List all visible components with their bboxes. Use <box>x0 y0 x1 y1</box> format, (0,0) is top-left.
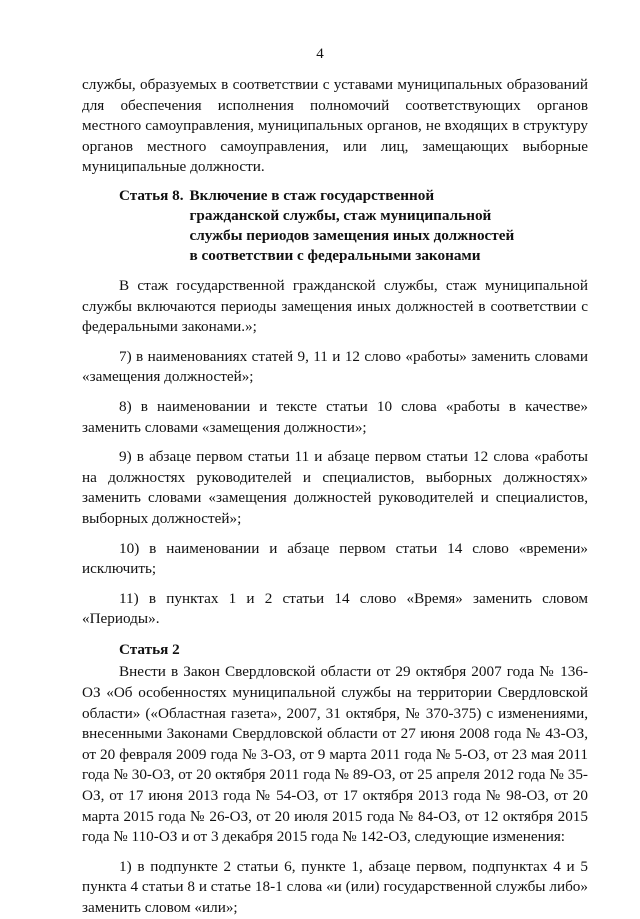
article-8-title-line: в соответствии с федеральными законами <box>189 246 481 264</box>
article-8-title-line: Включение в стаж государственной <box>189 186 435 204</box>
article-8-title-line: службы периодов замещения иных должностей <box>189 226 515 244</box>
amendment-item-9: 9) в абзаце первом статьи 11 и абзаце первом статьи 12 слова «работы на должностях руководителей и специалистов, выборных должностях» заменить словами «замещения должностей руководителей и специалистов, выборных должностей»; <box>82 448 588 527</box>
article-2-item-1: 1) в подпункте 2 статьи 6, пункте 1, абзаце первом, подпунктах 4 и 5 пункта 4 статьи 8 и статье 18-1 слова «и (или) государственной службы либо» заменить словом «или»; <box>82 857 588 916</box>
amendment-item-8: 8) в наименовании и тексте статьи 10 слова «работы в качестве» заменить словами «замещения должности»; <box>82 397 588 436</box>
amendment-item-11: 11) в пунктах 1 и 2 статьи 14 слово «Время» заменить словом «Периоды». <box>82 589 588 628</box>
amendment-item-7: 7) в наименованиях статей 9, 11 и 12 слово «работы» заменить словами «замещения должностей»; <box>82 347 588 386</box>
article-2-intro: Внести в Закон Свердловской области от 29 октября 2007 года № 136-ОЗ «Об особенностях муниципальной службы на территории Свердловской области» («Областная газета», 2007, 31 октября, № 370-375) с изменениями, внесенными Законами Свердловской области от 27 июня 2008 года № 43-ОЗ, от 20 февраля 2009 года № 3-ОЗ, от 9 марта 2011 года № 5-ОЗ, от 23 мая 2011 года № 30-ОЗ, от 20 октября 2011 года № 89-ОЗ, от 25 апреля 2012 года № 35-ОЗ, от 17 июня 2013 года № 54-ОЗ, от 17 октября 2013 года № 98-ОЗ, от 20 марта 2015 года № 26-ОЗ, от 20 июля 2015 года № 84-ОЗ, от 12 октября 2015 года № 110-ОЗ и от 3 декабря 2015 года № 142-ОЗ, следующие изменения: <box>82 663 588 846</box>
paragraph-continuation: службы, образуемых в соответствии с уставами муниципальных образований для обеспечения исполнения полномочий соответствующих органов местного самоуправления, муниципальных органов, не входящих в структуру органов местного самоуправления, или лиц, замещающих выборные муниципальные должности. <box>82 76 588 176</box>
article-8-text: В стаж государственной гражданской службы, стаж муниципальной службы включаются периоды замещения иных должностей в соответствии с федеральными законами.»; <box>82 276 588 336</box>
article-2-heading: Статья 2 <box>119 640 180 658</box>
document-body <box>82 75 588 919</box>
article-8-title <box>184 186 515 266</box>
article-8-title-line: гражданской службы, стаж муниципальной <box>189 206 492 224</box>
amendment-item-10: 10) в наименовании и абзаце первом статьи 14 слово «времени» исключить; <box>82 539 588 578</box>
article-8-heading <box>82 186 588 266</box>
article-8-label: Статья 8. <box>119 186 184 204</box>
page-number: 4 <box>316 46 324 62</box>
